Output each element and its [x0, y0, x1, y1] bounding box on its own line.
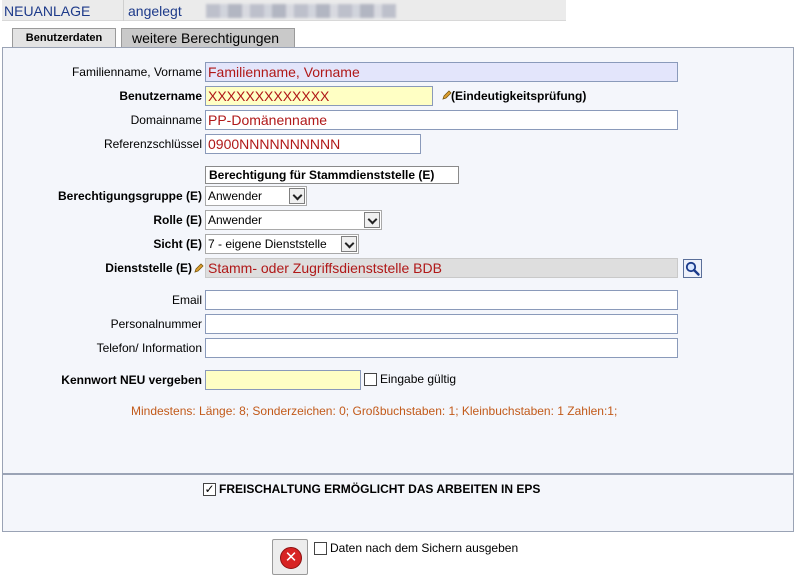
chevron-down-icon: [289, 188, 305, 204]
family-name-input[interactable]: Familienname, Vorname: [205, 62, 678, 82]
email-input[interactable]: [205, 290, 678, 310]
department-search-button[interactable]: [683, 259, 702, 278]
search-icon: [684, 260, 701, 277]
new-password-label: Kennwort NEU vergeben: [61, 373, 202, 387]
permission-group-select[interactable]: [205, 186, 307, 206]
email-label: Email: [171, 293, 202, 307]
output-after-save-label: Daten nach dem Sichern ausgeben: [330, 541, 519, 555]
permission-group-value: Anwender: [208, 189, 263, 203]
chevron-down-icon: [364, 212, 380, 228]
header-divider: [123, 0, 124, 21]
permission-group-label: Berechtigungsgruppe (E): [57, 189, 202, 203]
redacted-timestamp: [206, 4, 396, 18]
tab-benutzerdaten[interactable]: Benutzerdaten: [12, 28, 116, 48]
record-state: angelegt: [128, 3, 182, 19]
department-input[interactable]: Stamm- oder Zugriffsdienststelle BDB: [205, 258, 678, 278]
phone-label: Telefon/ Information: [96, 341, 202, 355]
authorization-section-title: Berechtigung für Stammdienststelle (E): [205, 166, 459, 184]
family-name-label: Familienname, Vorname: [71, 65, 202, 79]
output-after-save-checkbox[interactable]: [314, 542, 327, 555]
view-value: 7 - eigene Dienststelle: [208, 237, 327, 251]
view-select[interactable]: [205, 234, 359, 254]
reference-key-input[interactable]: 0900NNNNNNNNNN: [205, 134, 421, 154]
username-input[interactable]: XXXXXXXXXXXXX: [205, 86, 433, 106]
close-icon: ✕: [280, 547, 302, 569]
domain-name-label: Domainname: [130, 113, 202, 127]
department-label: Dienststelle (E): [105, 261, 192, 275]
personnel-number-label: Personalnummer: [110, 317, 202, 331]
role-value: Anwender: [208, 213, 263, 227]
header-bar: [2, 0, 566, 21]
role-label: Rolle (E): [153, 213, 202, 227]
personnel-number-input[interactable]: [205, 314, 678, 334]
password-requirements-hint: Mindestens: Länge: 8; Sonderzeichen: 0; Großbuchstaben: 1; Kleinbuchstaben: 1 Zahlen:1;: [131, 404, 618, 418]
new-password-input[interactable]: [205, 370, 361, 390]
activation-label: FREISCHALTUNG ERMÖGLICHT DAS ARBEITEN IN EPS: [219, 482, 541, 496]
phone-input[interactable]: [205, 338, 678, 358]
tab-weitere-berechtigungen[interactable]: weitere Berechtigungen: [121, 28, 295, 48]
input-valid-checkbox[interactable]: [364, 373, 377, 386]
reference-key-label: Referenzschlüssel: [103, 137, 202, 151]
role-select[interactable]: [205, 210, 382, 230]
input-valid-label: Eingabe gültig: [380, 372, 457, 386]
pencil-icon: [194, 263, 204, 273]
domain-name-input[interactable]: PP-Domänenname: [205, 110, 678, 130]
cancel-button[interactable]: [272, 539, 308, 575]
view-label: Sicht (E): [153, 237, 202, 251]
username-label: Benutzername: [119, 89, 202, 103]
uniqueness-check-link[interactable]: (Eindeutigkeitsprüfung): [451, 89, 587, 103]
activation-checkbox[interactable]: ✓: [204, 482, 215, 496]
chevron-down-icon: [341, 236, 357, 252]
record-status: NEUANLAGE: [4, 3, 91, 19]
